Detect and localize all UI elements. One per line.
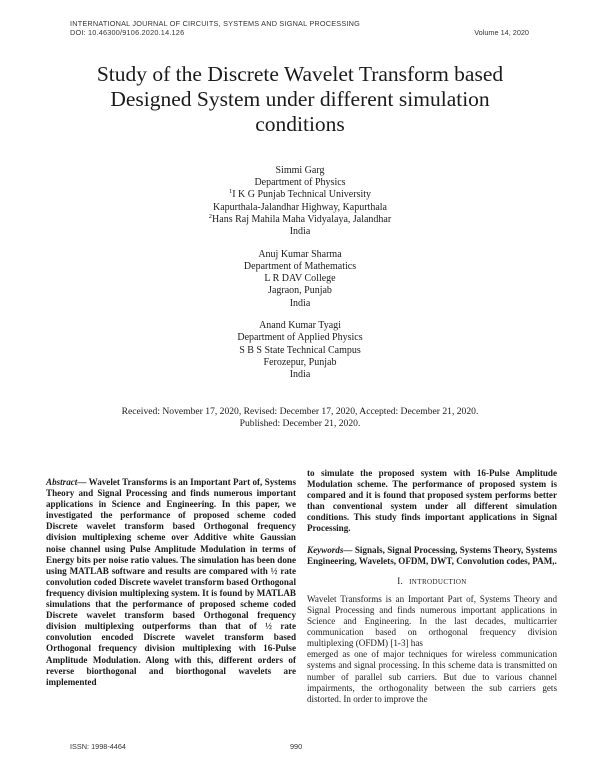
section-heading-introduction <box>307 576 557 588</box>
doi: DOI: 10.46300/9106.2020.14.126 <box>70 28 185 37</box>
title-line: conditions <box>255 112 345 136</box>
section-number: I. <box>397 575 404 586</box>
author-affiliation: S B S State Technical Campus <box>239 344 361 356</box>
dates-line: Published: December 21, 2020. <box>239 418 361 430</box>
author-affiliation: Department of Physics <box>254 177 346 189</box>
author-affiliation: Department of Mathematics <box>243 260 357 272</box>
author-country: India <box>289 226 311 238</box>
author-list <box>100 165 500 392</box>
author-affiliation: Kapurthala-Jalandhar Highway, Kapurthala <box>212 201 387 213</box>
left-column <box>46 477 296 688</box>
author-block <box>100 249 500 310</box>
keywords-text: Signals, Signal Processing, Systems Theory, Systems Engineering, Wavelets, OFDM, DWT, Convolution codes, PAM,. <box>307 544 557 566</box>
issn: ISSN: 1998-4464 <box>70 742 126 751</box>
author-block <box>100 320 500 381</box>
author-affiliation: $^1$I K G Punjab Technical University <box>228 188 372 201</box>
title-line: Study of the Discrete Wavelet Transform based <box>96 62 504 86</box>
intro-paragraph: emerged as one of major techniques for wireless communication systems and signal processing. In this scheme data is transmitted on number of parallel sub carriers. But due to various channel impairments, the orthogonality between the sub carriers gets distorted. In order to improve the <box>307 649 557 704</box>
author-name: Anuj Kumar Sharma <box>258 248 342 260</box>
section-title: INTRODUCTION <box>409 577 467 586</box>
author-country: India <box>289 297 311 309</box>
paper-title <box>40 62 560 137</box>
author-affiliation: L R DAV College <box>264 273 336 285</box>
author-affiliation: Department of Applied Physics <box>237 332 363 344</box>
author-name: Anand Kumar Tyagi <box>259 320 341 332</box>
author-affiliation: $^2$Hans Raj Mahila Maha Vidyalaya, Jalandhar <box>208 212 392 225</box>
author-affiliation: Jagraon, Punjab <box>268 285 332 297</box>
author-country: India <box>289 369 311 381</box>
title-line: Designed System under different simulation <box>110 87 490 111</box>
journal-name: INTERNATIONAL JOURNAL OF CIRCUITS, SYSTEMS AND SIGNAL PROCESSING <box>70 19 360 28</box>
author-affiliation: Ferozepur, Punjab <box>263 356 337 368</box>
abstract-continued: to simulate the proposed system with 16-Pulse Amplitude Modulation scheme. The performance of proposed system is compared and it is found that proposed system performs better than conventional system under all different simulation conditions. This study finds important applications in Signal Processing. <box>307 468 557 534</box>
volume: Volume 14, 2020 <box>474 28 529 37</box>
dates-line: Received: November 17, 2020, Revised: December 17, 2020, Accepted: December 21, 2020. <box>121 406 479 417</box>
author-name: Simmi Garg <box>275 165 325 176</box>
intro-paragraph: Wavelet Transforms is an Important Part of, Systems Theory and Signal Processing and finds numerous important applications in Science and Engineering. In the last decades, multicarrier communication based on orthogonal frequency division multiplexing (OFDM) [1-3] has <box>307 593 557 649</box>
keywords-heading: Keywords— <box>307 544 353 555</box>
abstract <box>46 477 296 688</box>
keywords <box>307 545 557 567</box>
page-number: 990 <box>290 742 303 751</box>
author-block <box>100 165 500 238</box>
abstract-heading: Abstract— <box>46 477 87 487</box>
abstract-text: Wavelet Transforms is an Important Part of, Systems Theory and Signal Processing and finds numerous important applications in Science and Engineering. In this paper, we investigated the performance of proposed scheme coded Discrete wavelet transform based Orthogonal frequency division multiplexing scheme over Additive white Gaussian noise channel using Pulse Amplitude Modulation in terms of Energy bits per noise ratio values. The simulation has been done using MATLAB software and results are compared with ½ rate convolution coded Discrete wavelet transform based Orthogonal frequency division multiplexing system. It is found by MATLAB simulations that the performance of proposed scheme coded Discrete wavelet transform based Orthogonal frequency division multiplexing outperforms than that of ½ rate convolution encoded Discrete wavelet transform based Orthogonal frequency division multiplexing with 16-Pulse Amplitude Modulation. Along with this, different orders of reverse biorthogonal and biorthogonal wavelets are implemented <box>46 477 297 687</box>
publication-dates <box>60 406 540 430</box>
right-column <box>307 468 557 705</box>
